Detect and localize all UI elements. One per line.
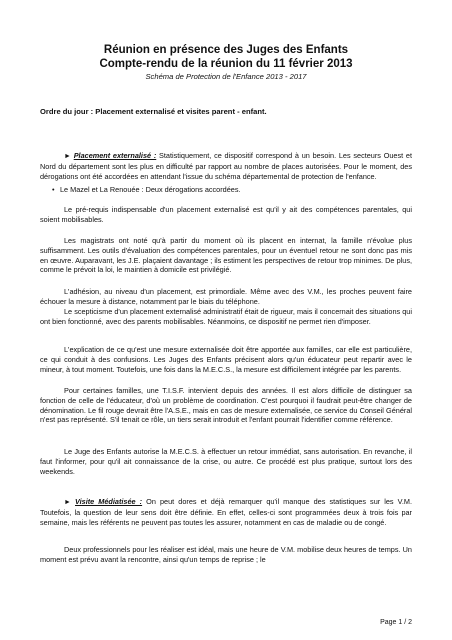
section2-intro [40, 497, 412, 527]
paragraph [40, 386, 412, 425]
section1-intro-text: Statistiquement, ce dispositif correspond à un besoin. Les secteurs Ouest et Nord du département sont les plus en difficulté par rapport au nombre de places autorisées. Pour le moment, des dérogations ont été accordées en attendant l'issue du schéma départemental de protection de l'enfance. [40, 151, 412, 181]
agenda-heading: Ordre du jour : Placement externalisé et visites parent - enfant. [40, 107, 267, 116]
paragraph-text: Deux professionnels pour les réaliser est idéal, mais une heure de V.M. mobilise deux heures de temps. Un moment est prévu avant la rencontre, ainsi qu'un temps de reprise ; le [40, 545, 412, 564]
paragraph-text: Les magistrats ont noté qu'à partir du moment où ils placent en internat, la famille n'évolue plus suffisamment. Les outils d'évaluation des compétences parentales, pour un éventuel retour ne sont donc pas mis en œuvre. Auparavant, les J.E. plaçaient davantage ; ils estiment les perspectives de retour trop minimes. De plus, comme le prévoit la loi, le maintien à domicile est privilégié. [40, 236, 412, 275]
paragraph [40, 287, 412, 307]
paragraph [40, 307, 412, 327]
paragraph [40, 236, 412, 275]
paragraph [40, 205, 412, 225]
section1-intro [40, 151, 412, 181]
paragraph-text: L'adhésion, au niveau d'un placement, est primordiale. Même avec des V.M., les proches peuvent faire échouer la mesure à distance, notamment par le biais du téléphone. [40, 287, 412, 306]
schema-caption: Schéma de Protection de l'Enfance 2013 - 2017 [145, 72, 307, 81]
bullet-text: Le Mazel et La Renouée : Deux dérogations accordées. [60, 185, 241, 194]
page-subtitle: Compte-rendu de la réunion du 11 février 2013 [99, 58, 353, 70]
paragraph [40, 545, 412, 565]
arrow-right-icon: ► [64, 153, 71, 160]
section2-heading: Visite Médiatisée : [75, 497, 143, 506]
section1-heading: Placement externalisé : [73, 151, 157, 160]
arrow-right-icon: ► [64, 499, 71, 506]
paragraph-text: L'explication de ce qu'est une mesure externalisée doit être apportée aux familles, car elle est particulière, ce qui conduit à des confusions. Les Juges des Enfants précisent alors qu'un éducateur peut repartir avec le mineur, à tout moment. Toutefois, une fois dans la M.E.C.S., la mesure est difficilement intégrée par les parents. [40, 345, 412, 374]
page-title: Réunion en présence des Juges des Enfants [103, 44, 349, 56]
paragraph [40, 447, 412, 476]
paragraph-text: Le Juge des Enfants autorise la M.E.C.S. à effectuer un retour immédiat, sans autorisation. En revanche, il faut l'informer, pour qu'il ait connaissance de la crise, ou autre. Ce procédé est plus pratique, surtout lors des weekends. [40, 447, 412, 476]
section2-intro-text: On peut dores et déjà remarquer qu'il manque des statistiques sur les V.M. Toutefois, la question de leur sens doit être définie. En effet, celles-ci sont programmées deux à trois fois par semaine, mais les référents ne peuvent pas toutes les assurer, notamment en cas de maladie ou de congé. [40, 497, 412, 527]
paragraph-text: Pour certaines familles, une T.I.S.F. intervient depuis des années. Il est alors difficile de distinguer sa fonction de celle de l'éducateur, d'où un problème de coordination. C'est pourquoi il faudrait peut-être changer de dénomination. Le fil rouge devrait être l'A.S.E., mais en cas de mesure externalisée, ce service du Conseil Général n'est pas représenté. S'il tenait ce rôle, un tiers serait introduit et l'enfant pourrait l'identifier comme référence. [40, 386, 412, 425]
paragraph-text: Le scepticisme d'un placement externalisé administratif était de rigueur, mais il concernait des situations qui ont bien fonctionné, avec des parents mobilisables. Néanmoins, ce dispositif ne permet rien d'imposer. [40, 307, 412, 326]
page-number: Page 1 / 2 [380, 619, 412, 626]
paragraph-text: Le pré-requis indispensable d'un placement externalisé est qu'il y ait des compétences parentales, qui soient mobilisables. [40, 205, 412, 224]
list-item [52, 185, 241, 195]
paragraph [40, 345, 412, 374]
bullet-icon: • [52, 185, 55, 194]
